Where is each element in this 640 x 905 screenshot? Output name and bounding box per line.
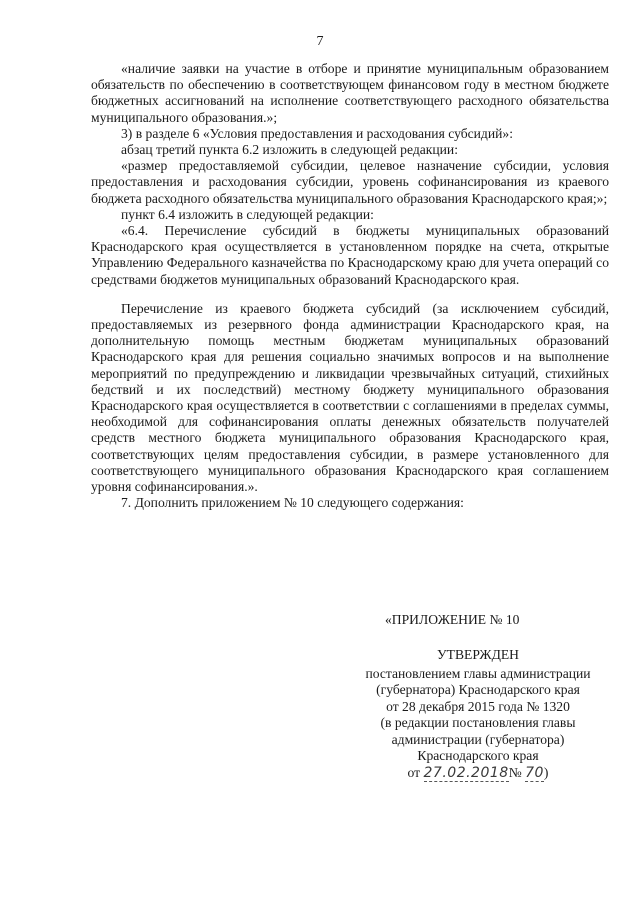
document-body [91,61,609,511]
approved-heading: УТВЕРЖДЕН [437,647,519,662]
paragraph: абзац третий пункта 6.2 изложить в следующей редакции: [121,142,458,158]
page-number: 7 [316,34,324,49]
paragraph: пункт 6.4 изложить в следующей редакции: [121,206,374,222]
approval-line: администрации (губернатора) [391,731,565,747]
sign-prefix: от [407,764,421,780]
paragraph: Перечисление из краевого бюджета субсидий (за исключением субсидий, предоставляемых из резервного фонда администрации Краснодарского края, на дополнительную помощь местным бюджетам муниципальных образований Краснодарского края для решения социально значимых вопросов и на выполнение мероприятий по предупреждению и ликвидации чрезвычайных ситуаций, стихийных бедствий и их последствий) местному бюджету муниципального образования Краснодарского края осуществляется в соответствии с соглашениями в пределах суммы, необходимой для софинансирования оплаты денежных обязательств получателей средств местного бюджета муниципального образования Краснодарского края, соответствующих целям предоставления субсидии, в размере установленного для соответствующего муниципального образования Краснодарского края соглашением уровня софинансирования.». [91,300,609,495]
approval-line: Краснодарского края [417,748,539,763]
approval-line: (губернатора) Краснодарского края [376,682,580,697]
handwritten-date: 27.02.2018 [423,764,509,781]
paragraph: «6.4. Перечисление субсидий в бюджеты муниципальных образований Краснодарского края осуществляется в установленном порядке на счета, открытые Управлению Федерального казначейства по Краснодарскому краю для учета операций со средствами бюджетов муниципальных образований Краснодарского края. [91,223,609,287]
sign-number-label: № [508,764,522,780]
appendix-label: «ПРИЛОЖЕНИЕ № 10 [385,612,520,627]
paragraph: «наличие заявки на участие в отборе и принятие муниципальным образованием обязательств по обеспечению в соответствующем финансовом году в местном бюджете бюджетных ассигнований на исполнение соответствующего расходного обязательства муниципального образования.»; [91,61,609,125]
paragraph: 7. Дополнить приложением № 10 следующего содержания: [121,495,464,511]
paragraph: «размер предоставляемой субсидии, целевое назначение субсидии, условия предоставления и расходования субсидии, уровень софинансирования из краевого бюджета расходного обязательства муниципального образования Краснодарского края;»; [91,158,609,206]
handwritten-number: 70 [525,764,544,781]
approval-line: постановлением главы администрации [365,665,591,681]
paragraph: 3) в разделе 6 «Условия предоставления и расходования субсидий»: [121,125,513,141]
approval-line: (в редакции постановления главы [380,715,576,730]
approval-block [330,647,626,781]
signature-date-line [408,765,549,782]
sign-suffix: ) [543,764,549,780]
approval-line: от 28 декабря 2015 года № 1320 [386,698,570,714]
